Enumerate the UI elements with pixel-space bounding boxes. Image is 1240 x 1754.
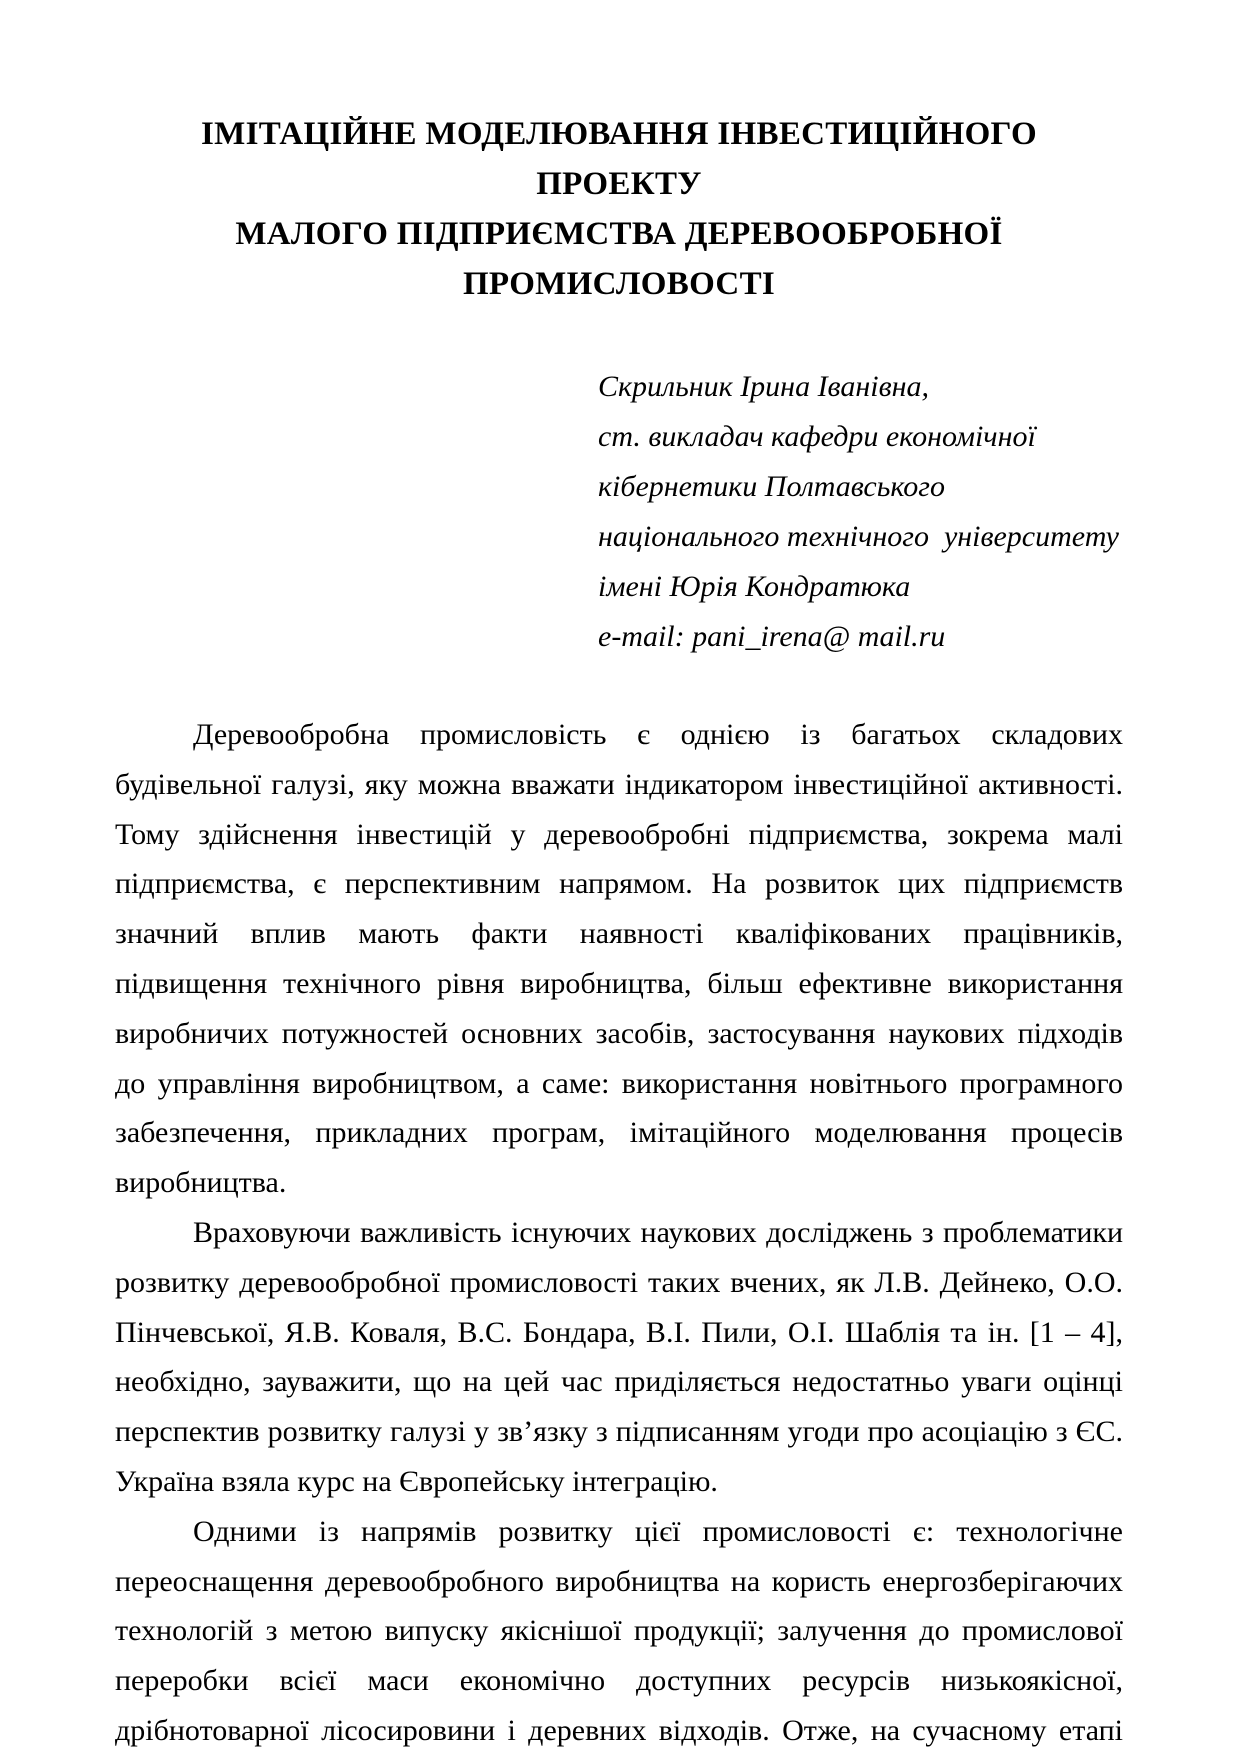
author-affiliation-line-3: імені Юрія Кондратюка — [598, 570, 911, 603]
author-position: ст. викладач кафедри економічної — [598, 420, 1036, 453]
paragraph-2: Враховуючи важливість існуючих наукових досліджень з проблематики розвитку деревообробної промисловості таких вчених, як Л.В. Дейнеко, О.О. Пінчевської, Я.В. Коваля, В.С. Бондара, В.І. Пили, О.І. Шаблія та ін. [1 – 4], необхідно, зауважити, що на цей час приділяється недостатньо уваги оцінці перспектив розвитку галузі у зв’язку з підписанням угоди про асоціацію з ЄС. Україна взяла курс на Європейську інтеграцію. — [115, 1215, 1123, 1498]
author-email: e-mail: pani_irena@ mail.ru — [598, 620, 946, 653]
document-title — [115, 109, 1123, 309]
author-name: Скрильник Ірина Іванівна, — [598, 370, 929, 403]
title-line-2: МАЛОГО ПІДПРИЄМСТВА ДЕРЕВООБРОБНОЇ ПРОМИСЛОВОСТІ — [235, 216, 1003, 302]
paragraph-3: Одними із напрямів розвитку цієї промисловості є: технологічне переоснащення деревообробного виробництва на користь енергозберігаючих технологій з метою випуску якіснішої продукції; залучення до промислової переробки всієї маси економічно доступних ресурсів низькоякісної, дрібнотоварної лісосировини і деревних відходів. Отже, на сучасному етапі — [115, 1514, 1123, 1747]
author-affiliation-line-2: національного технічного університету — [598, 520, 1119, 553]
author-block — [598, 362, 1123, 662]
title-line-1: ІМІТАЦІЙНЕ МОДЕЛЮВАННЯ ІНВЕСТИЦІЙНОГО ПРОЕКТУ — [200, 116, 1038, 202]
author-affiliation-line-1: кібернетики Полтавського — [598, 470, 945, 503]
document-body — [115, 710, 1123, 1754]
paragraph-1: Деревообробна промисловість є однією із багатьох складових будівельної галузі, яку можна вважати індикатором інвестиційної активності. Тому здійснення інвестицій у деревообробні підприємства, зокрема малі підприємства, є перспективним напрямом. На розвиток цих підприємств значний вплив мають факти наявності кваліфікованих працівників, підвищення технічного рівня виробництва, більш ефективне використання виробничих потужностей основних засобів, застосування наукових підходів до управління виробництвом, а саме: використання новітнього програмного забезпечення, прикладних програм, імітаційного моделювання процесів виробництва. — [115, 718, 1123, 1200]
